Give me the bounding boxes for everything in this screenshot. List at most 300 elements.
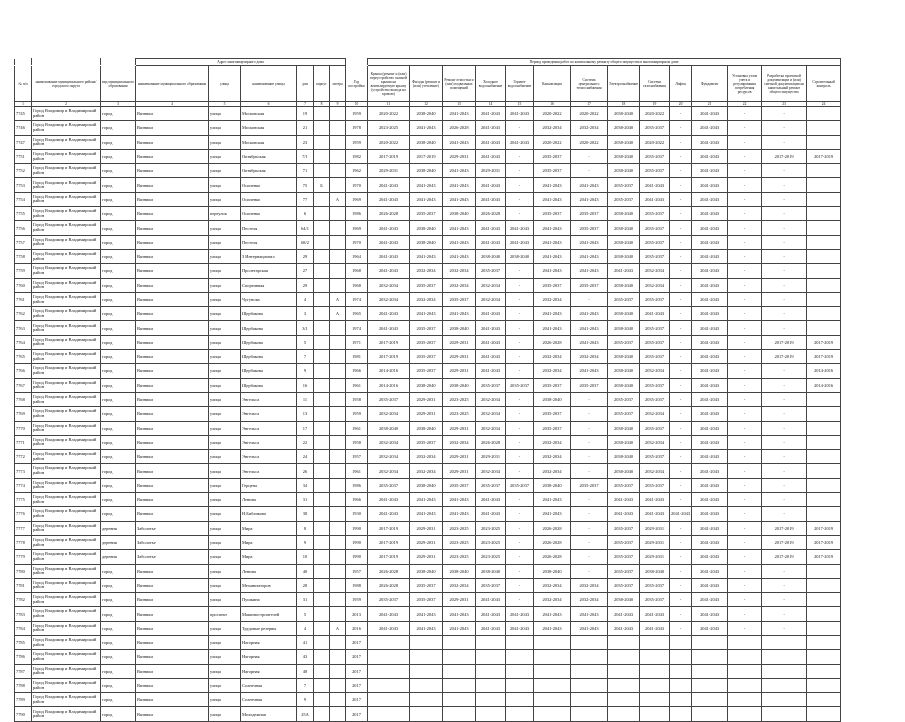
- table-cell: 2041-2043: [692, 364, 728, 378]
- table-cell: 2041-2043: [368, 307, 410, 321]
- table-cell: 11: [297, 392, 314, 406]
- table-cell: 2041-2043: [506, 107, 534, 121]
- table-cell: -: [506, 507, 534, 521]
- table-cell: [807, 121, 841, 135]
- table-cell: 1961: [346, 464, 368, 478]
- table-cell: 1969: [346, 221, 368, 235]
- table-cell: 2041-2043: [443, 107, 476, 121]
- table-cell: 2035-2037: [640, 392, 670, 406]
- table-row: [15, 107, 841, 121]
- table-cell: 2038-2040: [476, 564, 506, 578]
- table-cell: Вязники: [136, 635, 209, 649]
- table-cell: 2035-2037: [571, 378, 608, 392]
- table-cell: улица: [209, 535, 241, 549]
- table-cell: Щербакова: [241, 307, 297, 321]
- table-cell: город: [101, 435, 136, 449]
- table-cell: Город Владимир и Владимирский район: [32, 121, 101, 135]
- table-cell: [807, 421, 841, 435]
- table-cell: 2041-2043: [534, 249, 571, 263]
- table-cell: [330, 435, 346, 449]
- table-cell: 2023-2025: [443, 521, 476, 535]
- table-cell: [443, 678, 476, 692]
- table-cell: 2029-2031: [476, 450, 506, 464]
- table-cell: 2035-2037: [368, 593, 410, 607]
- table-cell: [476, 650, 506, 664]
- table-cell: улица: [209, 335, 241, 349]
- table-cell: 7755: [15, 207, 32, 221]
- table-cell: [534, 693, 571, 707]
- table-cell: 2041-2043: [368, 192, 410, 206]
- table-cell: Вязники: [136, 478, 209, 492]
- table-cell: [807, 464, 841, 478]
- table-cell: 2041-2043: [692, 378, 728, 392]
- table-cell: [807, 164, 841, 178]
- table-cell: 2032-2034: [534, 364, 571, 378]
- table-cell: -: [670, 135, 692, 149]
- table-row: [15, 378, 841, 392]
- table-cell: [314, 321, 330, 335]
- table-cell: 2032-2034: [640, 264, 670, 278]
- table-cell: Солнечная: [241, 693, 297, 707]
- table-cell: [692, 664, 728, 678]
- table-cell: 1959: [346, 407, 368, 421]
- table-cell: Московская: [241, 107, 297, 121]
- table-cell: 2038-2040: [608, 164, 640, 178]
- table-cell: [314, 450, 330, 464]
- table-cell: 2041-2043: [608, 493, 640, 507]
- table-cell: Вязники: [136, 207, 209, 221]
- table-cell: 2041-2043: [476, 364, 506, 378]
- table-cell: Вязники: [136, 178, 209, 192]
- table-cell: Вязники: [136, 221, 209, 235]
- table-cell: 2035-2037: [368, 478, 410, 492]
- table-cell: город: [101, 478, 136, 492]
- table-cell: 2038-2040: [443, 564, 476, 578]
- table-cell: 2017-2019: [807, 535, 841, 549]
- table-cell: [314, 364, 330, 378]
- table-row: [15, 364, 841, 378]
- table-cell: Вязники: [136, 707, 209, 721]
- table-cell: 2041-2043: [692, 149, 728, 163]
- table-row: [15, 535, 841, 549]
- table-row: [15, 635, 841, 649]
- table-cell: 2035-2037: [640, 207, 670, 221]
- table-cell: -: [670, 350, 692, 364]
- table-cell: [476, 635, 506, 649]
- table-cell: [692, 650, 728, 664]
- table-cell: [807, 178, 841, 192]
- table-cell: Город Владимир и Владимирский район: [32, 507, 101, 521]
- table-cell: [330, 135, 346, 149]
- table-cell: [330, 164, 346, 178]
- table-cell: 2041-2043: [571, 364, 608, 378]
- table-cell: 2029-2031: [640, 535, 670, 549]
- table-cell: город: [101, 607, 136, 621]
- table-cell: 31: [297, 593, 314, 607]
- table-cell: [807, 578, 841, 592]
- table-cell: Город Владимир и Владимирский район: [32, 164, 101, 178]
- table-cell: Город Владимир и Владимирский район: [32, 621, 101, 635]
- table-cell: -: [728, 435, 762, 449]
- table-cell: [640, 678, 670, 692]
- table-cell: [506, 635, 534, 649]
- table-cell: 71: [297, 164, 314, 178]
- table-row: [15, 664, 841, 678]
- table-cell: -: [670, 535, 692, 549]
- table-cell: 2041-2043: [534, 264, 571, 278]
- table-cell: 64/1: [297, 221, 314, 235]
- table-cell: [670, 693, 692, 707]
- table-cell: 10: [297, 550, 314, 564]
- table-cell: -: [762, 221, 807, 235]
- table-cell: [314, 693, 330, 707]
- table-cell: 2017-2019: [807, 335, 841, 349]
- table-cell: 5: [297, 607, 314, 621]
- table-row: [15, 292, 841, 306]
- table-cell: улица: [209, 292, 241, 306]
- table-cell: [314, 521, 330, 535]
- table-row: [15, 693, 841, 707]
- table-cell: 2041-2043: [368, 264, 410, 278]
- table-cell: -: [728, 478, 762, 492]
- table-cell: 2035-2037: [476, 578, 506, 592]
- table-cell: -: [670, 478, 692, 492]
- table-cell: -: [762, 607, 807, 621]
- table-cell: [330, 464, 346, 478]
- table-cell: 2035-2037: [608, 521, 640, 535]
- table-cell: [314, 350, 330, 364]
- table-cell: 7777: [15, 521, 32, 535]
- table-cell: Пестеля: [241, 235, 297, 249]
- table-cell: 7751: [15, 149, 32, 163]
- table-cell: -: [506, 192, 534, 206]
- table-cell: Заболотье: [136, 521, 209, 535]
- table-row: [15, 550, 841, 564]
- table-cell: 9: [297, 693, 314, 707]
- table-cell: 1981: [346, 350, 368, 364]
- table-cell: 2038-2040: [608, 364, 640, 378]
- table-cell: 2035-2037: [534, 164, 571, 178]
- table-cell: 2029-2031: [410, 407, 443, 421]
- table-cell: Город Владимир и Владимирский район: [32, 392, 101, 406]
- table-cell: -: [670, 192, 692, 206]
- table-cell: 2041-2043: [692, 207, 728, 221]
- table-cell: -: [670, 364, 692, 378]
- table-cell: 2041-2043: [368, 321, 410, 335]
- table-cell: [330, 478, 346, 492]
- column-header: Ремонт отмостки и (или) подвальных помещений: [443, 66, 476, 102]
- table-cell: 2041-2043: [571, 264, 608, 278]
- table-cell: 1986: [346, 207, 368, 221]
- table-cell: улица: [209, 664, 241, 678]
- table-row: [15, 421, 841, 435]
- table-cell: -: [762, 107, 807, 121]
- table-cell: 2032-2034: [640, 464, 670, 478]
- table-cell: 2032-2034: [368, 292, 410, 306]
- table-cell: [330, 550, 346, 564]
- table-cell: -: [506, 564, 534, 578]
- table-cell: город: [101, 578, 136, 592]
- table-row: [15, 278, 841, 292]
- table-cell: [728, 664, 762, 678]
- table-cell: Осипенко: [241, 207, 297, 221]
- table-cell: [368, 650, 410, 664]
- column-number: 21: [692, 102, 728, 107]
- column-number: 22: [728, 102, 762, 107]
- table-cell: [314, 278, 330, 292]
- table-row: [15, 350, 841, 364]
- column-header: дом: [297, 66, 314, 102]
- table-cell: 2017: [346, 650, 368, 664]
- table-cell: [330, 178, 346, 192]
- column-number: 16: [534, 102, 571, 107]
- table-cell: город: [101, 707, 136, 721]
- table-cell: 2041-2043: [476, 107, 506, 121]
- table-cell: 1974: [346, 292, 368, 306]
- table-cell: улица: [209, 178, 241, 192]
- table-cell: 2041-2043: [410, 493, 443, 507]
- table-cell: 7770: [15, 421, 32, 435]
- table-cell: 2038-2040: [443, 207, 476, 221]
- table-cell: улица: [209, 149, 241, 163]
- table-cell: [330, 493, 346, 507]
- table-cell: [314, 392, 330, 406]
- table-cell: [330, 107, 346, 121]
- table-cell: 2041-2043: [443, 192, 476, 206]
- table-cell: город: [101, 264, 136, 278]
- table-cell: 7773: [15, 464, 32, 478]
- table-cell: Энгельса: [241, 421, 297, 435]
- column-header: Канализация: [534, 66, 571, 102]
- table-cell: -: [506, 593, 534, 607]
- table-cell: улица: [209, 493, 241, 507]
- column-number: 24: [807, 102, 841, 107]
- table-cell: 2041-2043: [476, 121, 506, 135]
- table-cell: [476, 664, 506, 678]
- table-cell: [807, 507, 841, 521]
- table-cell: -: [762, 192, 807, 206]
- table-cell: Н.Библикова: [241, 507, 297, 521]
- table-cell: 2041-2043: [534, 621, 571, 635]
- table-cell: 1986: [346, 478, 368, 492]
- table-cell: [476, 693, 506, 707]
- table-cell: 7772: [15, 450, 32, 464]
- table-cell: -: [728, 149, 762, 163]
- table-cell: -: [571, 550, 608, 564]
- table-cell: Город Владимир и Владимирский район: [32, 421, 101, 435]
- table-cell: улица: [209, 364, 241, 378]
- table-cell: 7758: [15, 249, 32, 263]
- table-cell: [807, 392, 841, 406]
- table-cell: [670, 650, 692, 664]
- table-cell: [670, 707, 692, 721]
- table-cell: улица: [209, 635, 241, 649]
- table-cell: 13: [297, 407, 314, 421]
- table-cell: 2038-2040: [410, 564, 443, 578]
- table-cell: 2041-2043: [368, 249, 410, 263]
- table-cell: [314, 664, 330, 678]
- table-row: [15, 221, 841, 235]
- table-cell: 2038-2040: [608, 450, 640, 464]
- table-cell: 2032-2034: [443, 578, 476, 592]
- table-cell: 2026-2028: [534, 521, 571, 535]
- table-cell: [314, 264, 330, 278]
- table-cell: Вязники: [136, 607, 209, 621]
- table-cell: 1971: [346, 335, 368, 349]
- table-cell: 2041-2043: [476, 135, 506, 149]
- table-cell: 2041-2043: [410, 621, 443, 635]
- table-cell: [314, 407, 330, 421]
- table-cell: 2035-2037: [476, 378, 506, 392]
- table-cell: -: [670, 435, 692, 449]
- table-cell: 7: [297, 678, 314, 692]
- table-cell: 1968: [346, 278, 368, 292]
- column-header: Крыша (ремонт и (или) переустройство скатной крыши на вентилируемую крышу (устройство выхода на кровлю): [368, 66, 410, 102]
- table-cell: -: [728, 550, 762, 564]
- column-header: вид муниципального образования: [101, 66, 136, 102]
- table-cell: город: [101, 292, 136, 306]
- table-cell: Город Владимир и Владимирский район: [32, 264, 101, 278]
- table-header: [15, 59, 841, 107]
- table-cell: Осипенко: [241, 178, 297, 192]
- table-cell: -: [762, 578, 807, 592]
- table-cell: -: [762, 493, 807, 507]
- table-cell: 1964: [346, 249, 368, 263]
- table-cell: 2038-2040: [608, 321, 640, 335]
- table-cell: 2032-2034: [571, 350, 608, 364]
- table-cell: 2035-2037: [640, 350, 670, 364]
- table-cell: 1968: [346, 264, 368, 278]
- table-cell: 1962: [346, 164, 368, 178]
- table-cell: 7757: [15, 235, 32, 249]
- table-cell: [807, 107, 841, 121]
- table-cell: [330, 607, 346, 621]
- table-cell: 2041-2043: [640, 493, 670, 507]
- table-cell: [571, 650, 608, 664]
- column-number: 8: [314, 102, 330, 107]
- table-cell: [368, 693, 410, 707]
- column-number: 3: [101, 102, 136, 107]
- column-header: Горячее водоснабжение: [506, 66, 534, 102]
- table-cell: город: [101, 693, 136, 707]
- table-cell: 2041-2043: [640, 178, 670, 192]
- table-cell: [506, 664, 534, 678]
- table-cell: улица: [209, 621, 241, 635]
- table-cell: -: [670, 321, 692, 335]
- column-number: 23: [762, 102, 807, 107]
- table-cell: 2041-2043: [608, 264, 640, 278]
- column-number: 13: [443, 102, 476, 107]
- table-cell: -: [728, 450, 762, 464]
- table-cell: -: [670, 407, 692, 421]
- table-cell: 7771: [15, 435, 32, 449]
- table-cell: -: [571, 521, 608, 535]
- table-cell: город: [101, 278, 136, 292]
- table-row: [15, 192, 841, 206]
- table-cell: 2038-2040: [410, 135, 443, 149]
- table-cell: город: [101, 664, 136, 678]
- table-cell: Вязники: [136, 364, 209, 378]
- table-cell: 2041-2043: [368, 621, 410, 635]
- table-cell: [534, 650, 571, 664]
- table-cell: Вязники: [136, 507, 209, 521]
- table-cell: [330, 149, 346, 163]
- table-cell: 2038-2040: [410, 421, 443, 435]
- table-cell: -: [506, 450, 534, 464]
- table-cell: Энгельса: [241, 464, 297, 478]
- table-cell: 2041-2043: [410, 121, 443, 135]
- table-row: [15, 507, 841, 521]
- table-cell: -: [762, 392, 807, 406]
- table-cell: [314, 707, 330, 721]
- table-cell: 2035-2037: [608, 535, 640, 549]
- table-cell: [330, 350, 346, 364]
- table-cell: -: [762, 478, 807, 492]
- table-cell: Нагорная: [241, 635, 297, 649]
- table-cell: 2014-2016: [807, 378, 841, 392]
- table-cell: 2029-2031: [410, 392, 443, 406]
- table-cell: 2041-2043: [443, 164, 476, 178]
- table-cell: 2020-2022: [534, 135, 571, 149]
- table-cell: улица: [209, 578, 241, 592]
- table-cell: 7790: [15, 707, 32, 721]
- table-cell: 2032-2034: [410, 464, 443, 478]
- table-cell: Заболотье: [136, 550, 209, 564]
- table-cell: 9: [297, 364, 314, 378]
- table-cell: 2038-2040: [608, 307, 640, 321]
- table-cell: Вязники: [136, 435, 209, 449]
- table-cell: [410, 635, 443, 649]
- table-cell: -: [728, 621, 762, 635]
- table-cell: 2035-2037: [368, 392, 410, 406]
- table-cell: -: [506, 493, 534, 507]
- table-cell: 2035-2037: [410, 578, 443, 592]
- table-row: [15, 121, 841, 135]
- capital-repair-schedule-sheet: [14, 58, 841, 722]
- table-cell: 2041-2043: [476, 192, 506, 206]
- table-cell: 2041-2043: [368, 607, 410, 621]
- table-cell: Вязники: [136, 121, 209, 135]
- table-cell: 2032-2034: [571, 578, 608, 592]
- table-cell: Город Владимир и Владимирский район: [32, 207, 101, 221]
- table-cell: 2035-2037: [410, 364, 443, 378]
- table-cell: 2017-2019: [762, 550, 807, 564]
- table-cell: А: [330, 292, 346, 306]
- table-cell: [476, 678, 506, 692]
- table-cell: [330, 378, 346, 392]
- table-cell: Вязники: [136, 664, 209, 678]
- table-cell: [314, 564, 330, 578]
- table-cell: 2035-2037: [640, 421, 670, 435]
- table-cell: [692, 693, 728, 707]
- table-cell: 2017-2019: [807, 521, 841, 535]
- table-cell: [571, 693, 608, 707]
- table-cell: Город Владимир и Владимирский район: [32, 249, 101, 263]
- table-cell: 1970: [346, 235, 368, 249]
- table-cell: 2038-2040: [608, 235, 640, 249]
- table-cell: 2032-2034: [571, 593, 608, 607]
- table-cell: улица: [209, 221, 241, 235]
- table-cell: 2038-2040: [534, 564, 571, 578]
- table-cell: 1959: [346, 593, 368, 607]
- table-cell: [330, 678, 346, 692]
- table-cell: -: [762, 621, 807, 635]
- table-cell: 7: [297, 350, 314, 364]
- table-cell: 2041-2043: [692, 221, 728, 235]
- table-cell: -: [728, 607, 762, 621]
- table-cell: 2023-2025: [476, 535, 506, 549]
- table-cell: 7776: [15, 507, 32, 521]
